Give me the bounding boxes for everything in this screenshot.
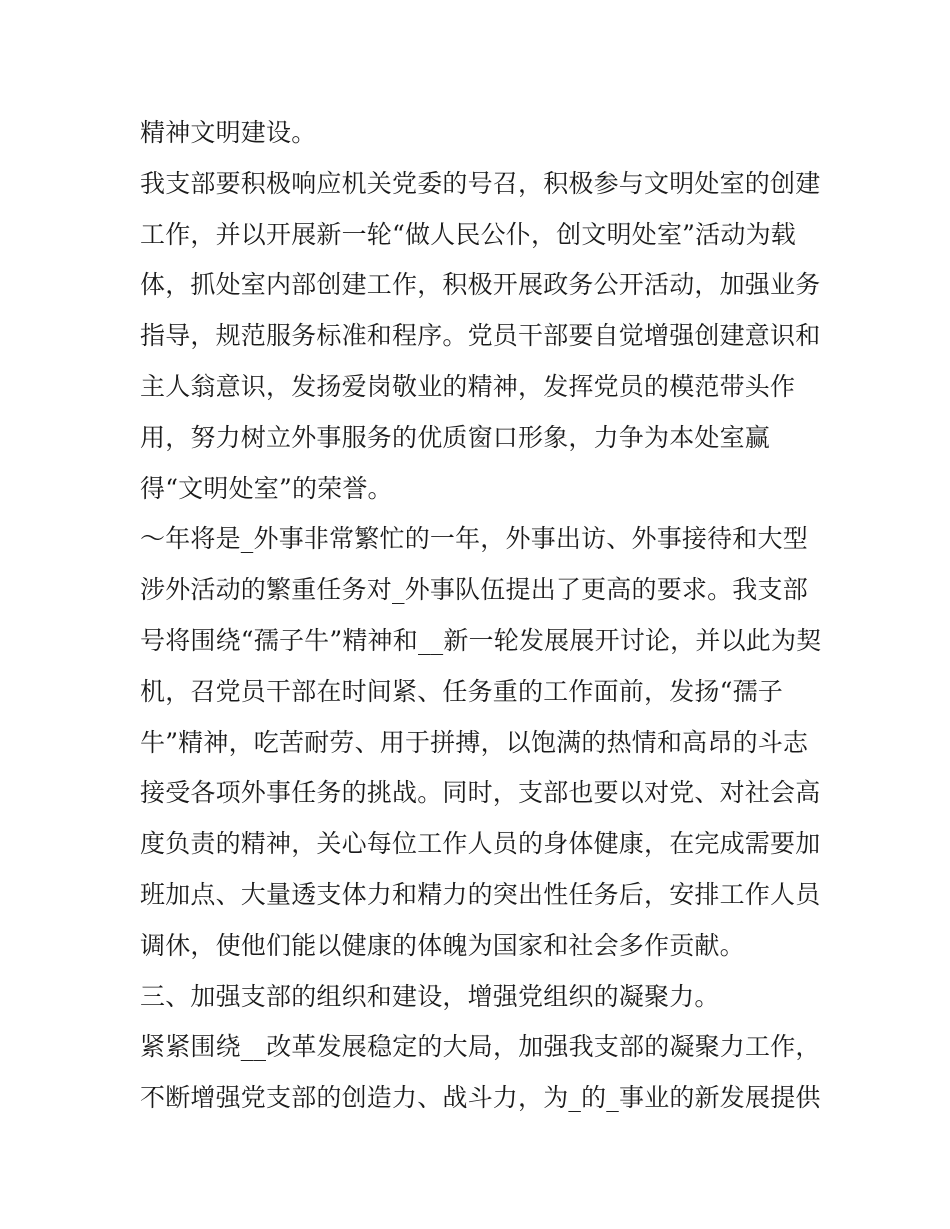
text-line: 调休，使他们能以健康的体魄为国家和社会多作贡献。 — [140, 930, 745, 960]
document-body — [140, 108, 830, 1124]
text-line: 用，努力树立外事服务的优质窗口形象，力争为本处室赢 — [140, 422, 771, 452]
text-line: 机，召党员干部在时间紧、任务重的工作面前，发扬“孺子 — [140, 676, 783, 706]
text-line: 紧紧围绕__改革发展稳定的大局，加强我支部的凝聚力工作， — [140, 1032, 821, 1062]
text-line: 我支部要积极响应机关党委的号召，积极参与文明处室的创建 — [140, 168, 821, 198]
text-line: 主人翁意识，发扬爱岗敬业的精神，发挥党员的模范带头作 — [140, 371, 796, 401]
text-line: 指导，规范服务标准和程序。党员干部要自觉增强创建意识和 — [140, 321, 821, 351]
text-line: 牛”精神，吃苦耐劳、用于拼搏，以饱满的热情和高昂的斗志 — [140, 727, 809, 757]
text-line: 三、加强支部的组织和建设，增强党组织的凝聚力。 — [140, 981, 720, 1011]
text-line: 精神文明建设。 — [140, 118, 317, 147]
text-line: 号将围绕“孺子牛”精神和__新一轮发展展开讨论，并以此为契 — [140, 625, 822, 655]
text-line: 工作，并以开展新一轮“做人民公仆，创文明处室”活动为载 — [140, 219, 796, 249]
text-line: 班加点、大量透支体力和精力的突出性任务后，安排工作人员 — [140, 879, 821, 909]
text-line: 度负责的精神，关心每位工作人员的身体健康，在完成需要加 — [140, 829, 821, 859]
text-line: ～年将是_外事非常繁忙的一年，外事出访、外事接待和大型 — [140, 524, 808, 554]
text-line: 不断增强党支部的创造力、战斗力，为_的_事业的新发展提供 — [140, 1083, 821, 1113]
text-line: 体，抓处室内部创建工作，积极开展政务公开活动，加强业务 — [140, 270, 821, 300]
text-line: 涉外活动的繁重任务对_外事队伍提出了更高的要求。我支部 — [140, 575, 808, 605]
text-line: 得“文明处室”的荣誉。 — [140, 473, 393, 503]
text-line: 接受各项外事任务的挑战。同时，支部也要以对党、对社会高 — [140, 778, 821, 808]
